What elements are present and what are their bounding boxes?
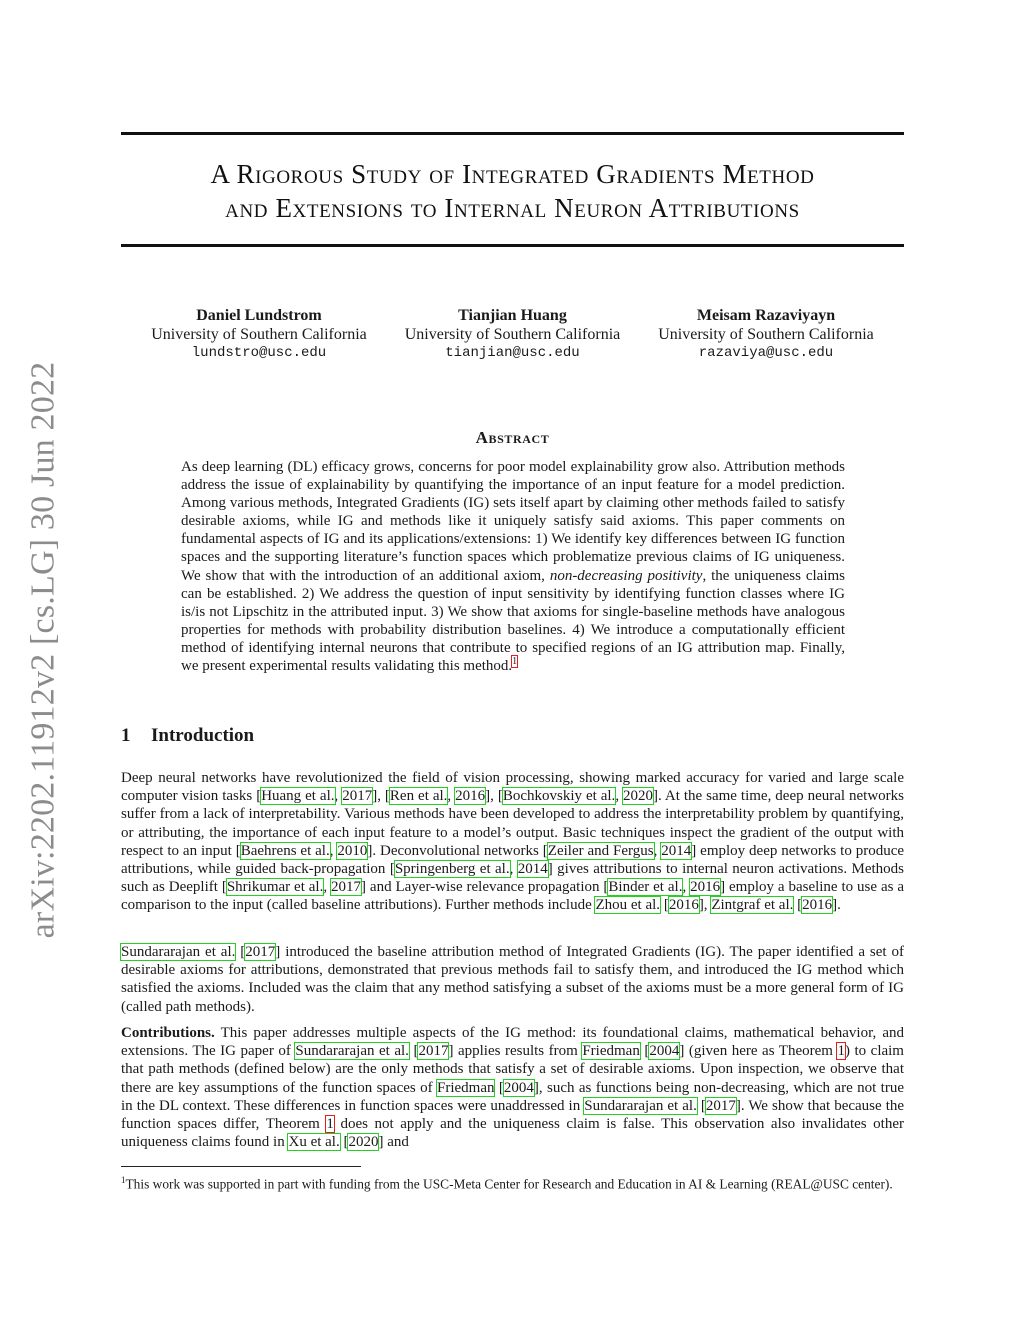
citation-link[interactable]: Baehrens et al. xyxy=(240,842,330,859)
abstract-body xyxy=(181,458,845,675)
author-email[interactable]: tianjian@usc.edu xyxy=(445,345,580,361)
footnote xyxy=(121,1172,904,1192)
section-heading xyxy=(121,725,254,747)
citation-link[interactable]: Shrikumar et al. xyxy=(226,879,324,896)
section-title: Introduction xyxy=(151,725,255,746)
text: [ xyxy=(696,1097,706,1114)
citation-link[interactable]: 2017 xyxy=(705,1097,736,1114)
theorem-ref-link[interactable]: 1 xyxy=(326,1116,334,1133)
text: [ xyxy=(494,1079,504,1096)
text: , xyxy=(334,788,343,805)
text: ], xyxy=(698,897,712,914)
citation-link[interactable]: 2016 xyxy=(802,897,833,914)
text: ] employ a baseline to use as a comparison to the input (called baseline attributions). Further methods include xyxy=(121,879,905,914)
citation-link[interactable]: 2017 xyxy=(418,1043,449,1060)
text: [ xyxy=(793,897,803,914)
text: [ xyxy=(408,1043,419,1060)
text: , xyxy=(682,879,691,896)
citation-link[interactable]: 2004 xyxy=(503,1079,534,1096)
citation-link[interactable]: Xu et al. xyxy=(288,1134,340,1151)
author-affiliation: University of Southern California xyxy=(658,326,874,343)
text: ]. xyxy=(832,897,841,914)
text: ]. Deconvolutional networks [ xyxy=(367,842,548,859)
text: ], such as functions being non-decreasing, which are not true in the DL context. These differences in function spaces were unaddressed in xyxy=(121,1079,904,1114)
author-email[interactable]: razaviya@usc.edu xyxy=(698,345,834,361)
paragraph-lead: Contributions. xyxy=(121,1025,215,1041)
text: does not apply and the uniqueness claim is false. This observation also invalidates other uniqueness claims found in xyxy=(121,1116,904,1151)
footnote-text: This work was supported in part with funding from the USC-Meta Center for Research and Education in AI & Learning (REAL@USC center). xyxy=(125,1176,893,1192)
citation-link[interactable]: 2017 xyxy=(342,788,373,805)
text: , xyxy=(653,842,662,859)
footnote-rule xyxy=(121,1166,361,1167)
citation-link[interactable]: 2017 xyxy=(331,879,362,896)
citation-link[interactable]: Huang et al. xyxy=(261,788,335,805)
abstract-text: , the uniqueness claims can be established. 2) We address the question of input sensitivity by identifying function classes where IG is/is not Lipschitz in the attributed input. 3) We show that axioms for single-baseline methods have analogous properties for methods with probability distribution baselines. 4) We introduce a computationally efficient method of identifying internal neurons that contribute to specified regions of an IG attribution map. Finally, we present experimental results validating this method. xyxy=(181,567,845,675)
text: This paper addresses multiple aspects of the IG method: its foundational claims, mathematical behavior, and extensions. The IG paper of xyxy=(121,1025,904,1060)
citation-link[interactable]: Sundararajan et al. xyxy=(295,1043,409,1060)
citation-link[interactable]: 2016 xyxy=(668,897,699,914)
citation-link[interactable]: Ren et al. xyxy=(389,788,448,805)
citation-link[interactable]: Sundararajan et al. xyxy=(121,944,236,960)
citation-link[interactable]: Springenberg et al. xyxy=(394,861,510,878)
text: ] employ deep networks to produce attributions, while guided back-propagation [ xyxy=(121,842,905,878)
citation-link[interactable]: 2014 xyxy=(517,861,548,878)
title-line-1: A Rigorous Study of Integrated Gradients Method xyxy=(210,159,815,189)
author-name: Meisam Razaviyayn xyxy=(696,307,836,324)
text: , xyxy=(447,788,456,805)
footnote-link[interactable]: 1 xyxy=(512,656,518,668)
text: ] applies results from xyxy=(448,1043,583,1060)
citation-link[interactable]: Bochkovskiy et al. xyxy=(502,788,616,805)
author-3 xyxy=(648,306,884,363)
citation-link[interactable]: 2017 xyxy=(245,944,276,960)
text: [ xyxy=(639,1043,650,1060)
author-block xyxy=(121,306,904,363)
title-rule-bottom xyxy=(121,244,904,247)
citation-link[interactable]: 2020 xyxy=(623,788,654,805)
theorem-ref-link[interactable]: 1 xyxy=(837,1043,845,1060)
text: ], [ xyxy=(485,788,503,805)
text: ]. We show that because the function spaces differ, Theorem xyxy=(121,1097,905,1133)
author-affiliation: University of Southern California xyxy=(404,326,621,343)
text: ] and Layer-wise relevance propagation [ xyxy=(361,879,609,896)
text: ], [ xyxy=(372,788,390,805)
text: ]. At the same time, deep neural networks suffer from a lack of interpretability. Various methods have been developed to address the interpretability problem by quantifying, or attributing, the importance of each input feature to a model’s output. Basic techniques inspect the gradient of the output with respect to an input [ xyxy=(121,788,904,859)
title-rule-top xyxy=(121,132,904,135)
text: [ xyxy=(235,944,246,960)
author-1 xyxy=(141,306,377,363)
citation-link[interactable]: 2014 xyxy=(661,842,692,859)
text: [ xyxy=(339,1134,349,1151)
citation-link[interactable]: Binder et al. xyxy=(608,879,683,896)
abstract-emphasis: non-decreasing positivity xyxy=(549,567,703,584)
text: , xyxy=(329,842,338,859)
author-email[interactable]: lundstro@usc.edu xyxy=(191,345,327,361)
citation-link[interactable]: Friedman xyxy=(582,1043,640,1060)
contributions-paragraph xyxy=(121,1024,904,1151)
author-name: Daniel Lundstrom xyxy=(196,307,322,324)
author-2 xyxy=(395,306,631,363)
footnote-mark: 1 xyxy=(121,1175,126,1185)
author-affiliation: University of Southern California xyxy=(151,326,367,343)
title-line-2: and Extensions to Internal Neuron Attributions xyxy=(225,193,800,223)
text: [ xyxy=(660,897,669,914)
arxiv-identifier xyxy=(20,360,66,940)
citation-link[interactable]: Zhou et al. xyxy=(595,897,661,914)
text: , xyxy=(615,788,624,805)
text: , xyxy=(509,861,518,878)
abstract-text: As deep learning (DL) efficacy grows, concerns for poor model explainability grow also. Attribution methods address the issue of explainability by quantifying the importance of an input feature for a model prediction. Among various methods, Integrated Gradients (IG) sets itself apart by claiming other methods failed to satisfy desirable axioms, while IG and methods like it uniquely satisfy said axioms. This paper comments on fundamental aspects of IG and its applications/extensions: 1) We identify key differences between IG function spaces and the supporting literature’s function spaces which problematize previous claims of IG uniqueness. We show that with the introduction of an additional axiom, xyxy=(181,459,845,584)
text: ] and xyxy=(378,1134,409,1151)
text: ] gives attributions to internal neuron activations. Methods such as Deeplift [ xyxy=(121,861,905,896)
author-name: Tianjian Huang xyxy=(458,307,567,324)
paper-title xyxy=(121,157,904,225)
intro-paragraph-2 xyxy=(121,943,904,1016)
citation-link[interactable]: Zeiler and Fergus xyxy=(547,842,654,859)
citation-link[interactable]: 2020 xyxy=(348,1134,379,1151)
text: ] (given here as Theorem xyxy=(679,1043,838,1060)
citation-link[interactable]: 2016 xyxy=(690,879,721,896)
text: ] introduced the baseline attribution method of Integrated Gradients (IG). The paper identified a set of desirable axioms for attributions, demonstrated that previous methods fail to satisfy them, and introduced the IG method which satisfied the axioms. Included was the claim that any method satisfying a subset of the axioms must be a more general form of IG (called path methods). xyxy=(121,944,904,1015)
section-number: 1 xyxy=(121,725,131,746)
text: ) to claim that path methods (defined below) are the only methods that satisfy a set of desirable axioms. Upon inspection, we observe that there are key assumptions of the function spaces of xyxy=(121,1043,904,1096)
citation-link[interactable]: Friedman xyxy=(436,1079,495,1096)
text: , xyxy=(323,879,332,896)
abstract-heading: Abstract xyxy=(475,428,550,447)
arxiv-identifier-text: arXiv:2202.11912v2 [cs.LG] 30 Jun 2022 xyxy=(24,361,61,939)
citation-link[interactable]: 2010 xyxy=(337,842,368,859)
intro-paragraph-1 xyxy=(121,769,904,915)
citation-link[interactable]: 2004 xyxy=(649,1043,680,1060)
citation-link[interactable]: Zintgraf et al. xyxy=(711,897,794,914)
citation-link[interactable]: 2016 xyxy=(455,788,486,805)
text: Deep neural networks have revolutionized the field of vision processing, showing marked accuracy for varied and large scale computer vision tasks [ xyxy=(121,770,904,805)
citation-link[interactable]: Sundararajan et al. xyxy=(584,1097,697,1114)
